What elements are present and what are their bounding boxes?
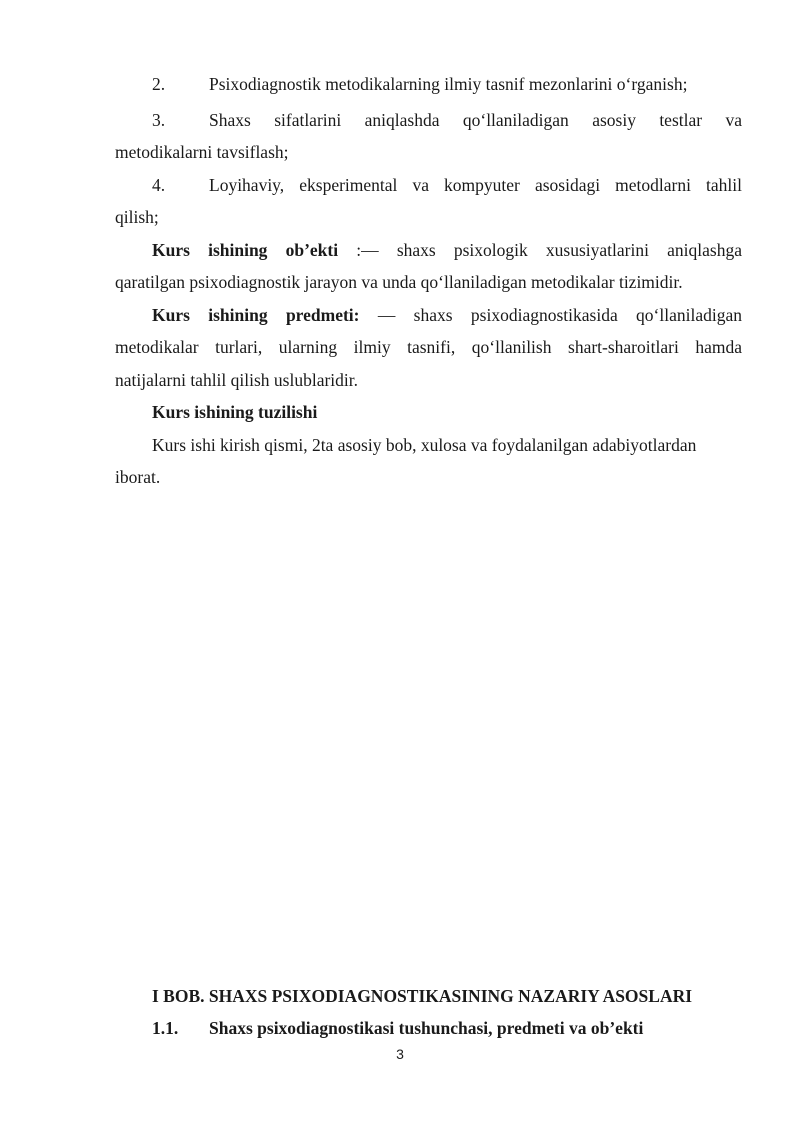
- list-number: 3.: [152, 110, 166, 130]
- subject-paragraph-line1: [152, 299, 742, 331]
- subject-label: Kurs ishining predmeti:: [152, 305, 360, 325]
- subject-text: — shaxs psixodiagnostikasida qo‘llaniladigan: [377, 305, 742, 325]
- list-text: Psixodiagnostik metodikalarning ilmiy tasnif mezonlarini o‘rganish;: [209, 74, 688, 94]
- section-title: Shaxs psixodiagnostikasi tushunchasi, predmeti va ob’ekti: [209, 1018, 644, 1038]
- subject-paragraph-line3: natijalarni tahlil qilish uslublaridir.: [115, 370, 359, 390]
- list-item-3-continuation: metodikalarni tavsiflash;: [115, 142, 289, 162]
- structure-heading: Kurs ishining tuzilishi: [152, 402, 318, 422]
- object-paragraph-line1: [152, 234, 742, 266]
- structure-paragraph-line1: Kurs ishi kirish qismi, 2ta asosiy bob, xulosa va foydalanilgan adabiyotlardan: [152, 435, 697, 455]
- page-number: 3: [396, 1046, 404, 1062]
- object-text: :— shaxs psixologik xususiyatlarini aniqlashga: [356, 240, 742, 260]
- list-item-2: [152, 68, 742, 100]
- section-heading: [152, 1012, 643, 1044]
- list-item-3: [152, 104, 742, 136]
- structure-paragraph-line2: iborat.: [115, 467, 161, 487]
- object-label: Kurs ishining ob’ekti: [152, 240, 339, 260]
- list-number: 4.: [152, 175, 166, 195]
- list-text: Loyihaviy, eksperimental va kompyuter asosidagi metodlarni tahlil: [209, 175, 742, 195]
- list-item-4-continuation: qilish;: [115, 207, 159, 227]
- list-text: Shaxs sifatlarini aniqlashda qo‘llaniladigan asosiy testlar va: [209, 110, 742, 130]
- list-item-4: [152, 169, 742, 201]
- subject-paragraph-line2: metodikalar turlari, ularning ilmiy tasnifi, qo‘llanilish shart-sharoitlari hamda: [115, 337, 742, 357]
- list-number: 2.: [152, 74, 166, 94]
- chapter-title: I BOB. SHAXS PSIXODIAGNOSTIKASINING NAZARIY ASOSLARI: [152, 986, 693, 1006]
- section-number: 1.1.: [152, 1018, 179, 1038]
- object-paragraph-line2: qaratilgan psixodiagnostik jarayon va unda qo‘llaniladigan metodikalar tizimidir.: [115, 272, 683, 292]
